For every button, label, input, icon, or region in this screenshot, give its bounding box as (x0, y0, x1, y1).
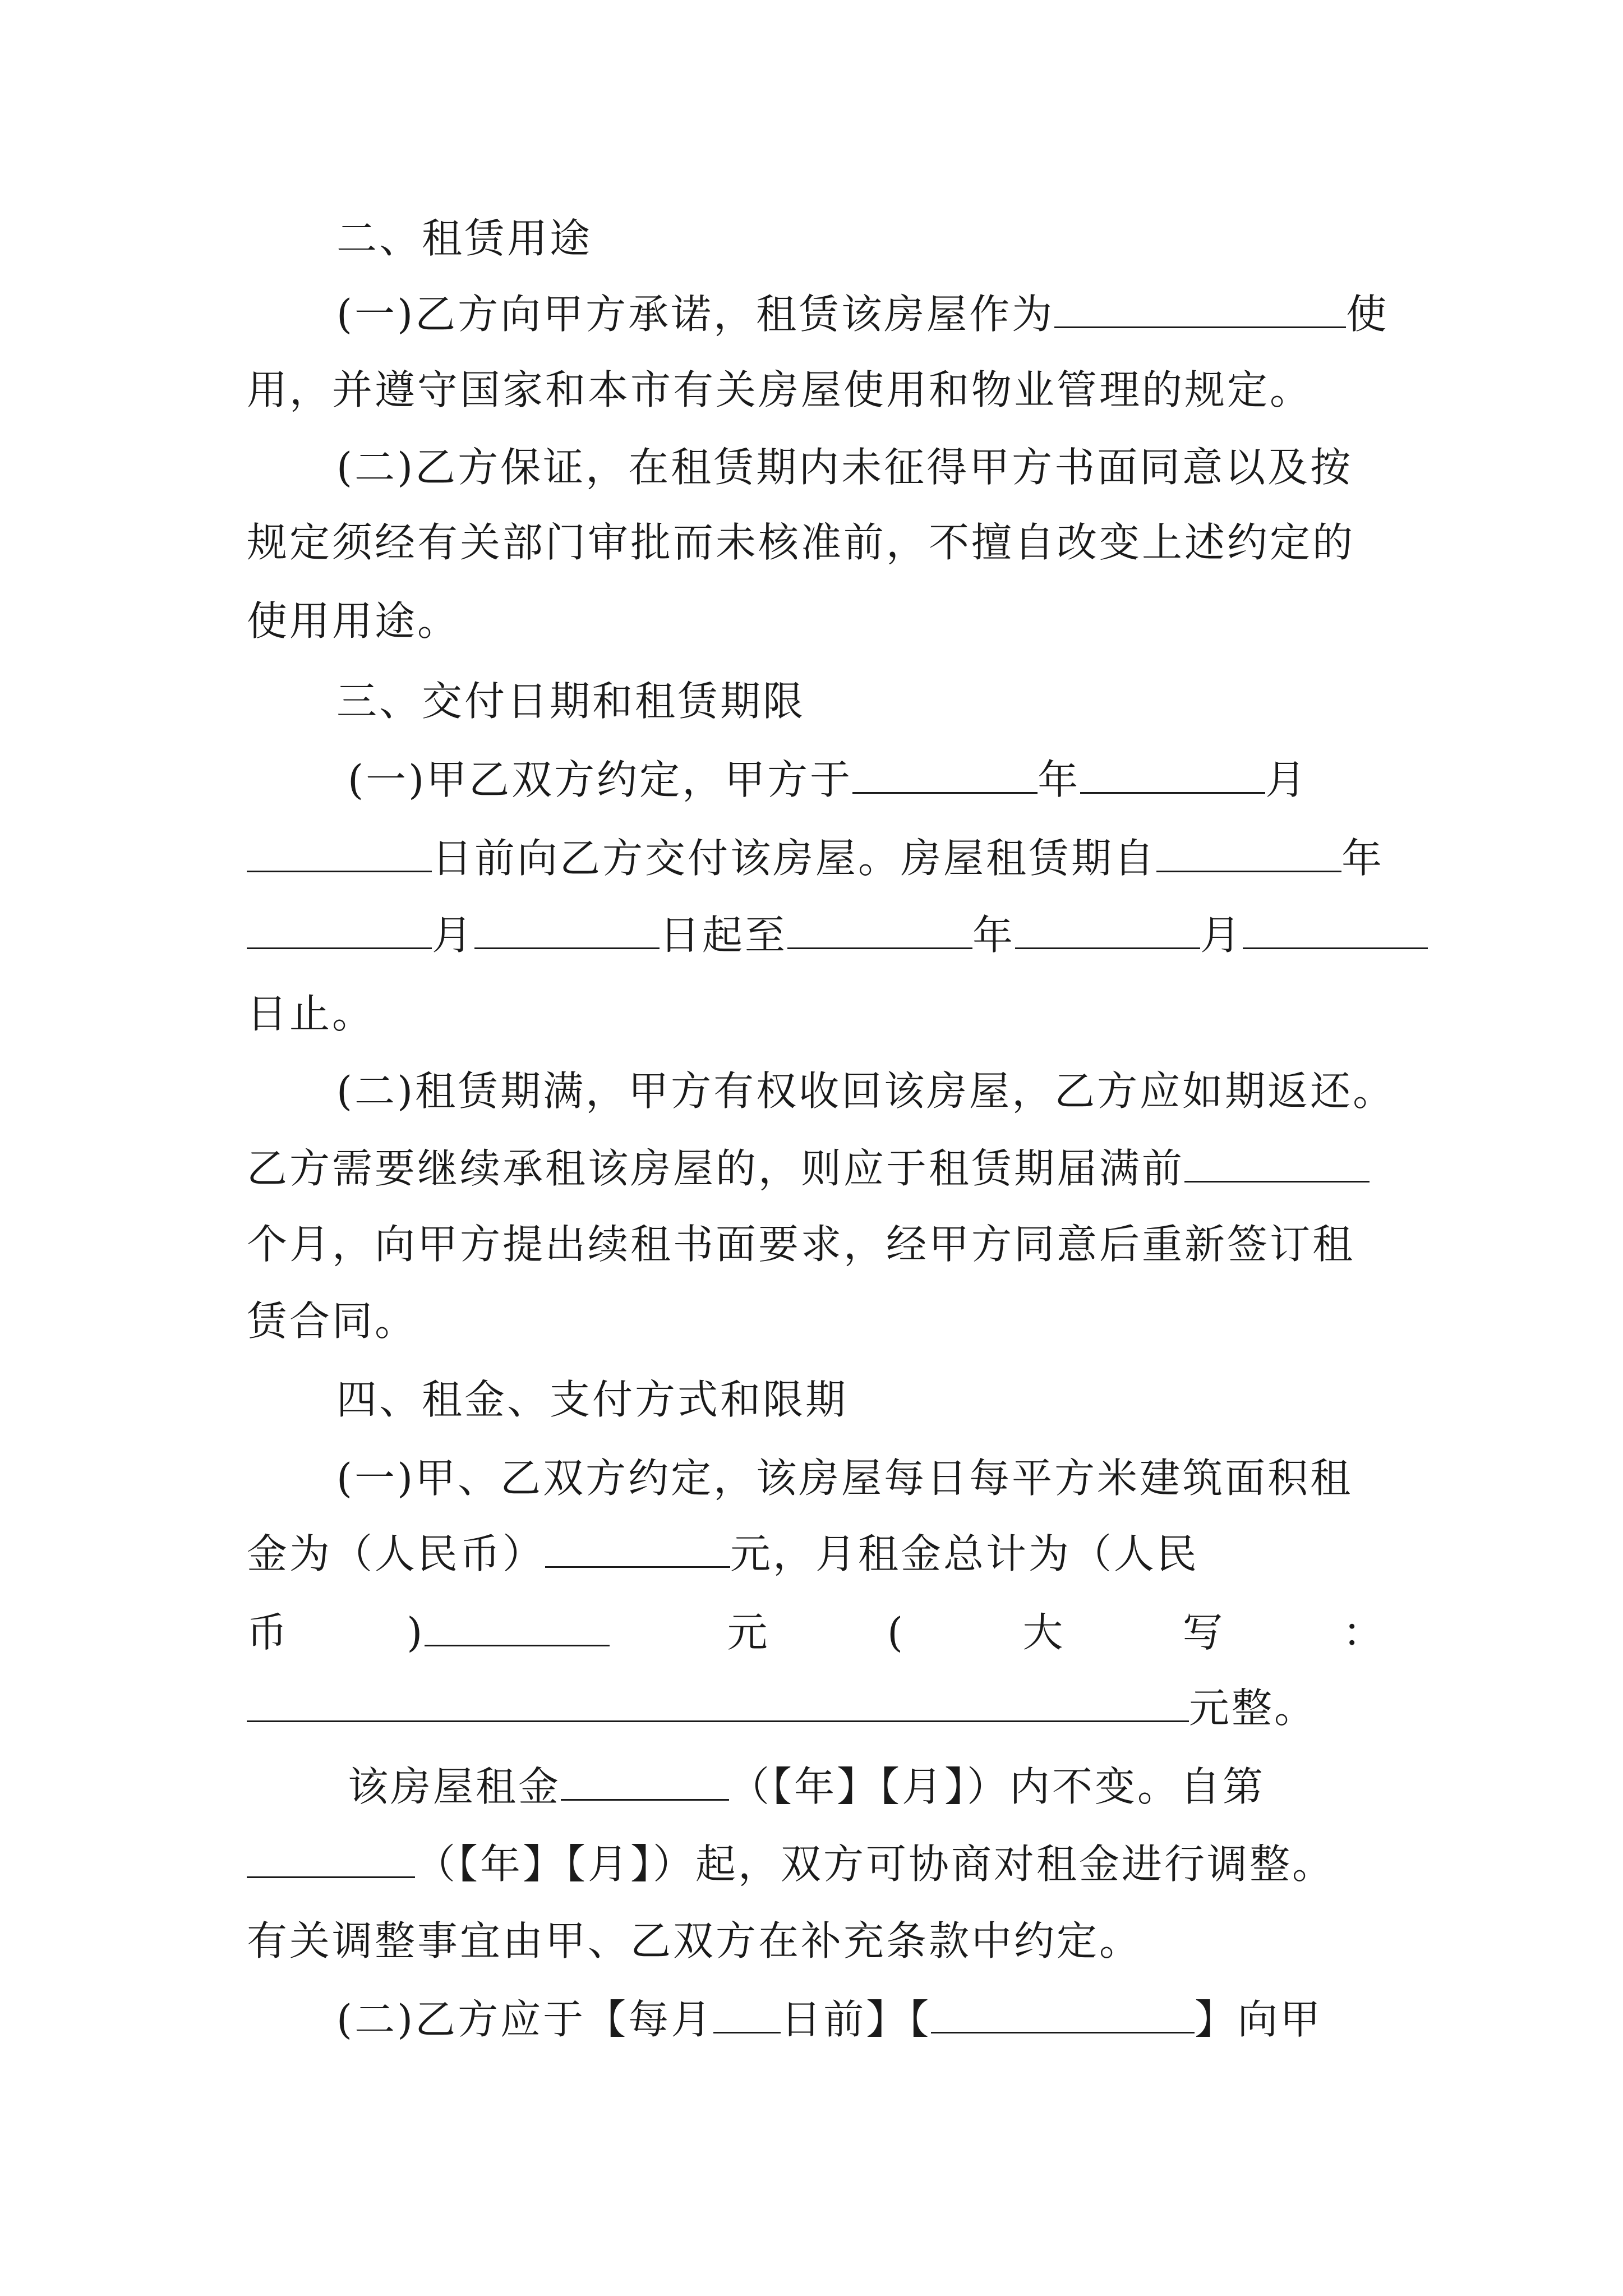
clause-2-2-line-1: (二)乙方保证，在租赁期内未征得甲方书面同意以及按 (336, 444, 1353, 491)
section-heading-lease-purpose: 二、租赁用途 (336, 215, 593, 262)
blank-payment-day[interactable] (713, 1991, 781, 2033)
blank-start-month[interactable] (247, 907, 432, 949)
clause-2-2-line-3: 使用用途。 (247, 597, 460, 645)
clause-3-1-line-4: 日止。 (247, 990, 375, 1037)
clause-4-2-line-1: (二)乙方应于【每月 日前】【 】向甲 (336, 1989, 1385, 2050)
clause-3-2-line-4: 赁合同。 (247, 1297, 418, 1345)
clause-3-2-line-1: (二)租赁期满，甲方有权收回该房屋，乙方应如期返还。 (336, 1068, 1396, 1115)
clause-3-2-line-2: 乙方需要继续承租该房屋的，则应于租赁期届满前 (247, 1138, 1385, 1199)
clause-2-1-line-1: (一)乙方向甲方承诺，租赁该房屋作为 使 (336, 283, 1385, 345)
blank-usage-field[interactable] (1054, 286, 1346, 328)
clause-4-1-line-5: 该房屋租金 （【年】【月】）内不变。自第 (348, 1756, 1385, 1818)
blank-monthly-rent[interactable] (425, 1604, 610, 1646)
clause-3-1-line-1: (一)甲乙双方约定，甲方于 年 月 (348, 749, 1385, 811)
clause-4-1-line-4: 元整。 (247, 1677, 1385, 1739)
blank-rent-in-words[interactable] (247, 1680, 1189, 1722)
blank-renewal-months[interactable] (1184, 1140, 1370, 1182)
blank-end-month[interactable] (1015, 907, 1200, 949)
section-heading-delivery-term: 三、交付日期和租赁期限 (336, 678, 806, 725)
blank-end-day[interactable] (1243, 907, 1428, 949)
clause-4-1-line-7: 有关调整事宜由甲、乙双方在补充条款中约定。 (247, 1917, 1142, 1964)
blank-payment-other[interactable] (931, 1991, 1195, 2033)
section-heading-rent-payment: 四、租金、支付方式和限期 (336, 1376, 849, 1423)
blank-delivery-day[interactable] (247, 830, 432, 872)
clause-3-2-line-3: 个月，向甲方提出续租书面要求，经甲方同意后重新签订租 (247, 1221, 1355, 1268)
blank-delivery-year[interactable] (852, 752, 1038, 794)
blank-rent-fixed-period[interactable] (561, 1759, 729, 1801)
blank-adjustment-start[interactable] (247, 1836, 415, 1878)
clause-3-1-line-2: 日前向乙方交付该房屋。房屋租赁期自 年 (247, 827, 1385, 889)
clause-2-1-line-2: 用，并遵守国家和本市有关房屋使用和物业管理的规定。 (247, 366, 1313, 413)
blank-start-year[interactable] (1156, 830, 1341, 872)
blank-daily-rent[interactable] (545, 1526, 730, 1568)
blank-delivery-month[interactable] (1080, 752, 1265, 794)
clause-4-1-line-6: （【年】【月】）起，双方可协商对租金进行调整。 (247, 1833, 1385, 1895)
blank-end-year[interactable] (787, 907, 972, 949)
clause-4-1-line-3: 币 ) 元 ( 大 写 ： (247, 1602, 1385, 1663)
clause-4-1-line-2: 金为（人民币） 元，月租金总计为（人民 (247, 1523, 1385, 1585)
clause-2-2-line-2: 规定须经有关部门审批而未核准前，不擅自改变上述约定的 (247, 519, 1355, 566)
clause-3-1-line-3: 月 日起至 年 月 (247, 904, 1385, 966)
blank-start-day[interactable] (474, 907, 660, 949)
clause-4-1-line-1: (一)甲、乙双方约定，该房屋每日每平方米建筑面积租 (336, 1455, 1353, 1502)
